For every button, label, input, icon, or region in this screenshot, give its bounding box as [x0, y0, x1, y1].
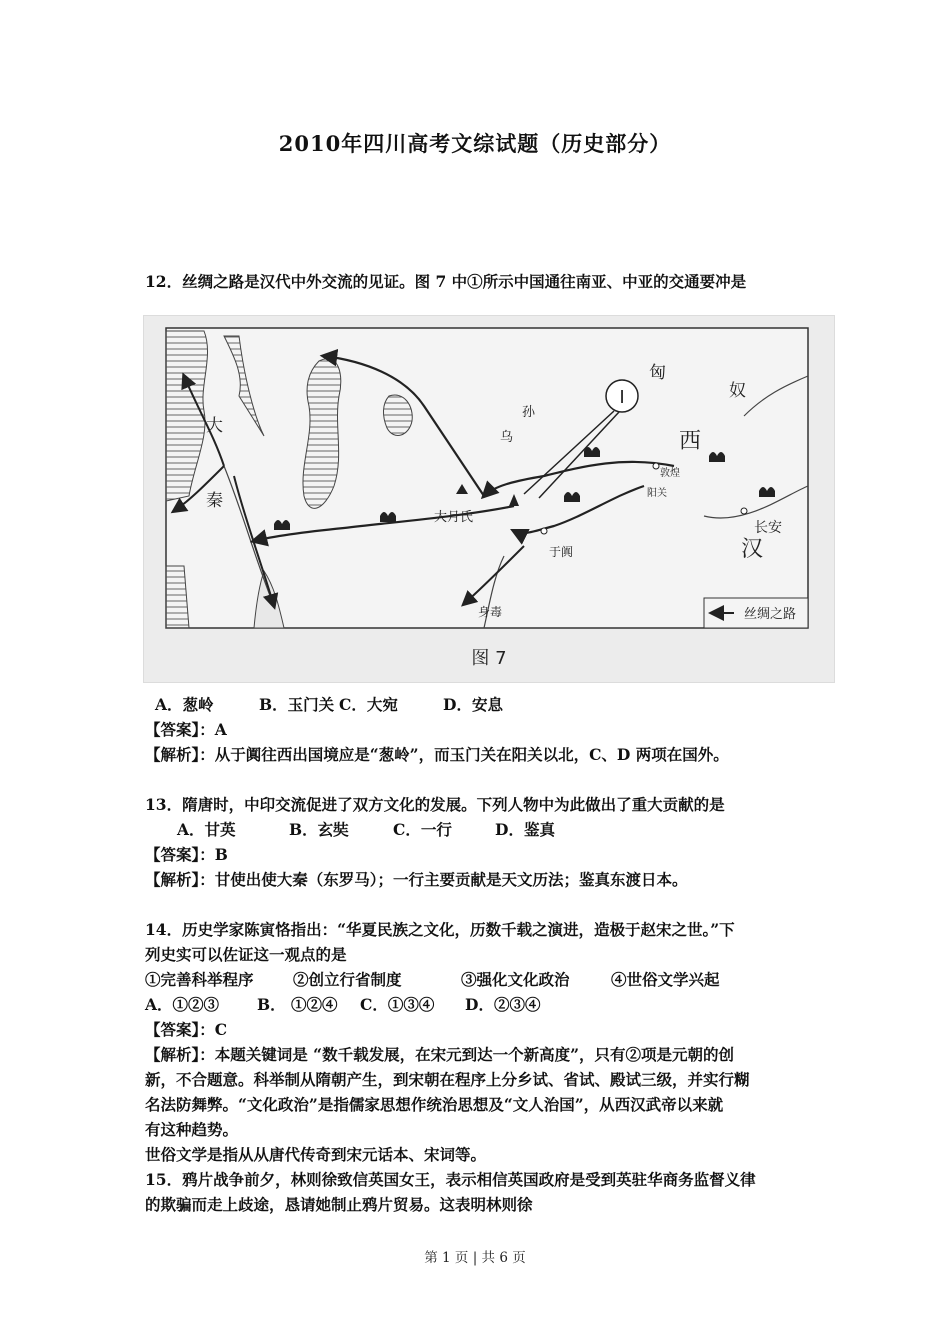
q13-option-b[interactable]: B．玄奘	[289, 820, 349, 839]
map-caption: 图 7	[471, 648, 507, 669]
q13-option-c[interactable]: C．一行	[393, 820, 452, 839]
legend-label: 丝绸之路	[744, 607, 797, 622]
q15-line-2: 的欺骗而走上歧途，恳请她制止鸦片贸易。这表明林则徐	[145, 1195, 533, 1214]
q12-option-d[interactable]: D．安息	[443, 695, 503, 714]
q13-option-d[interactable]: D．鉴真	[495, 820, 555, 839]
silk-road-map	[143, 315, 835, 683]
label-xi: 西	[679, 429, 702, 454]
q14-stem-line-1: 14．历史学家陈寅恪指出：“华夏民族之文化，历数千载之演进，造极于赵宋之世。”下	[145, 920, 735, 939]
label-yangguan: 阳关	[647, 488, 667, 499]
page-title: 2010年四川高考文综试题（历史部分）	[278, 131, 672, 156]
label-changan: 长安	[754, 520, 782, 536]
q13-option-a[interactable]: A．甘英	[177, 820, 236, 839]
q12-option-c[interactable]: C．大宛	[339, 695, 398, 714]
label-qin: 秦	[206, 491, 223, 511]
q12-analysis: 【解析】：从于阗往西出国境应是“葱岭”，而玉门关在阳关以北，C、D 两项在国外。	[145, 745, 729, 764]
q14-item-2: ②创立行省制度	[293, 970, 402, 989]
label-wusun-1: 乌	[500, 430, 514, 445]
label-xiongnu-2: 奴	[729, 381, 746, 401]
q14-analysis-line-1: 【解析】：本题关键词是 “数千载发展，在宋元到达一个新高度”，只有②项是元朝的创	[145, 1045, 734, 1064]
map-marker-label: Ⅰ	[619, 387, 625, 408]
q14-analysis-line-4: 有这种趋势。	[145, 1120, 239, 1139]
q15-line-1: 15．鸦片战争前夕，林则徐致信英国女王，表示相信英国政府是受到英驻华商务监督义律	[145, 1170, 756, 1189]
label-dunhuang: 敦煌	[660, 468, 680, 479]
q12-option-b[interactable]: B．玉门关	[259, 695, 335, 714]
q14-analysis-line-5: 世俗文学是指从从唐代传奇到宋元话本、宋词等。	[145, 1145, 487, 1164]
q14-option-b[interactable]: B． ①②④	[257, 995, 338, 1014]
q12-answer: 【答案】：A	[145, 720, 227, 739]
q14-option-c[interactable]: C．①③④	[360, 995, 435, 1014]
q14-stem-line-2: 列史实可以佐证这一观点的是	[145, 945, 347, 964]
label-xiongnu-1: 匈	[649, 363, 666, 383]
q14-item-1: ①完善科举程序	[145, 970, 254, 989]
q13-analysis: 【解析】：甘使出使大秦（东罗马）；一行主要贡献是天文历法；鉴真东渡日本。	[145, 870, 688, 889]
page-footer: 第 1 页 | 共 6 页	[424, 1250, 526, 1266]
q14-items	[145, 968, 720, 990]
q13-stem: 13．隋唐时，中印交流促进了双方文化的发展。下列人物中为此做出了重大贡献的是	[145, 795, 725, 814]
label-da: 大	[206, 416, 223, 436]
label-yutian: 于阗	[549, 545, 574, 559]
q14-option-a[interactable]: A．①②③	[145, 995, 220, 1014]
q14-options	[145, 993, 540, 1015]
q12-option-a[interactable]: A．葱岭	[155, 695, 214, 714]
q14-analysis-line-3: 名法防舞弊。“文化政治”是指儒家思想作统治思想及“文人治国”，从西汉武帝以来就	[145, 1095, 724, 1114]
q12-stem: 12．丝绸之路是汉代中外交流的见证。图 7 中①所示中国通往南亚、中亚的交通要冲是	[145, 272, 747, 291]
q14-analysis-line-2: 新，不合题意。科举制从隋朝产生，到宋朝在程序上分乡试、省试、殿试三级，并实行糊	[145, 1070, 750, 1089]
q13-answer: 【答案】：B	[145, 845, 228, 864]
label-dayuezhi: 大月氏	[434, 510, 474, 525]
label-han: 汉	[741, 537, 764, 562]
q14-item-4: ④世俗文学兴起	[611, 970, 720, 989]
q13-options	[177, 818, 555, 840]
map-figure	[144, 316, 834, 682]
q14-option-d[interactable]: D．②③④	[465, 995, 541, 1014]
q12-options	[155, 693, 503, 715]
label-shendu: 身毒	[478, 605, 503, 619]
q14-answer: 【答案】：C	[145, 1020, 228, 1039]
label-wusun-2: 孙	[522, 405, 536, 420]
q14-item-3: ③强化文化政治	[461, 970, 570, 989]
